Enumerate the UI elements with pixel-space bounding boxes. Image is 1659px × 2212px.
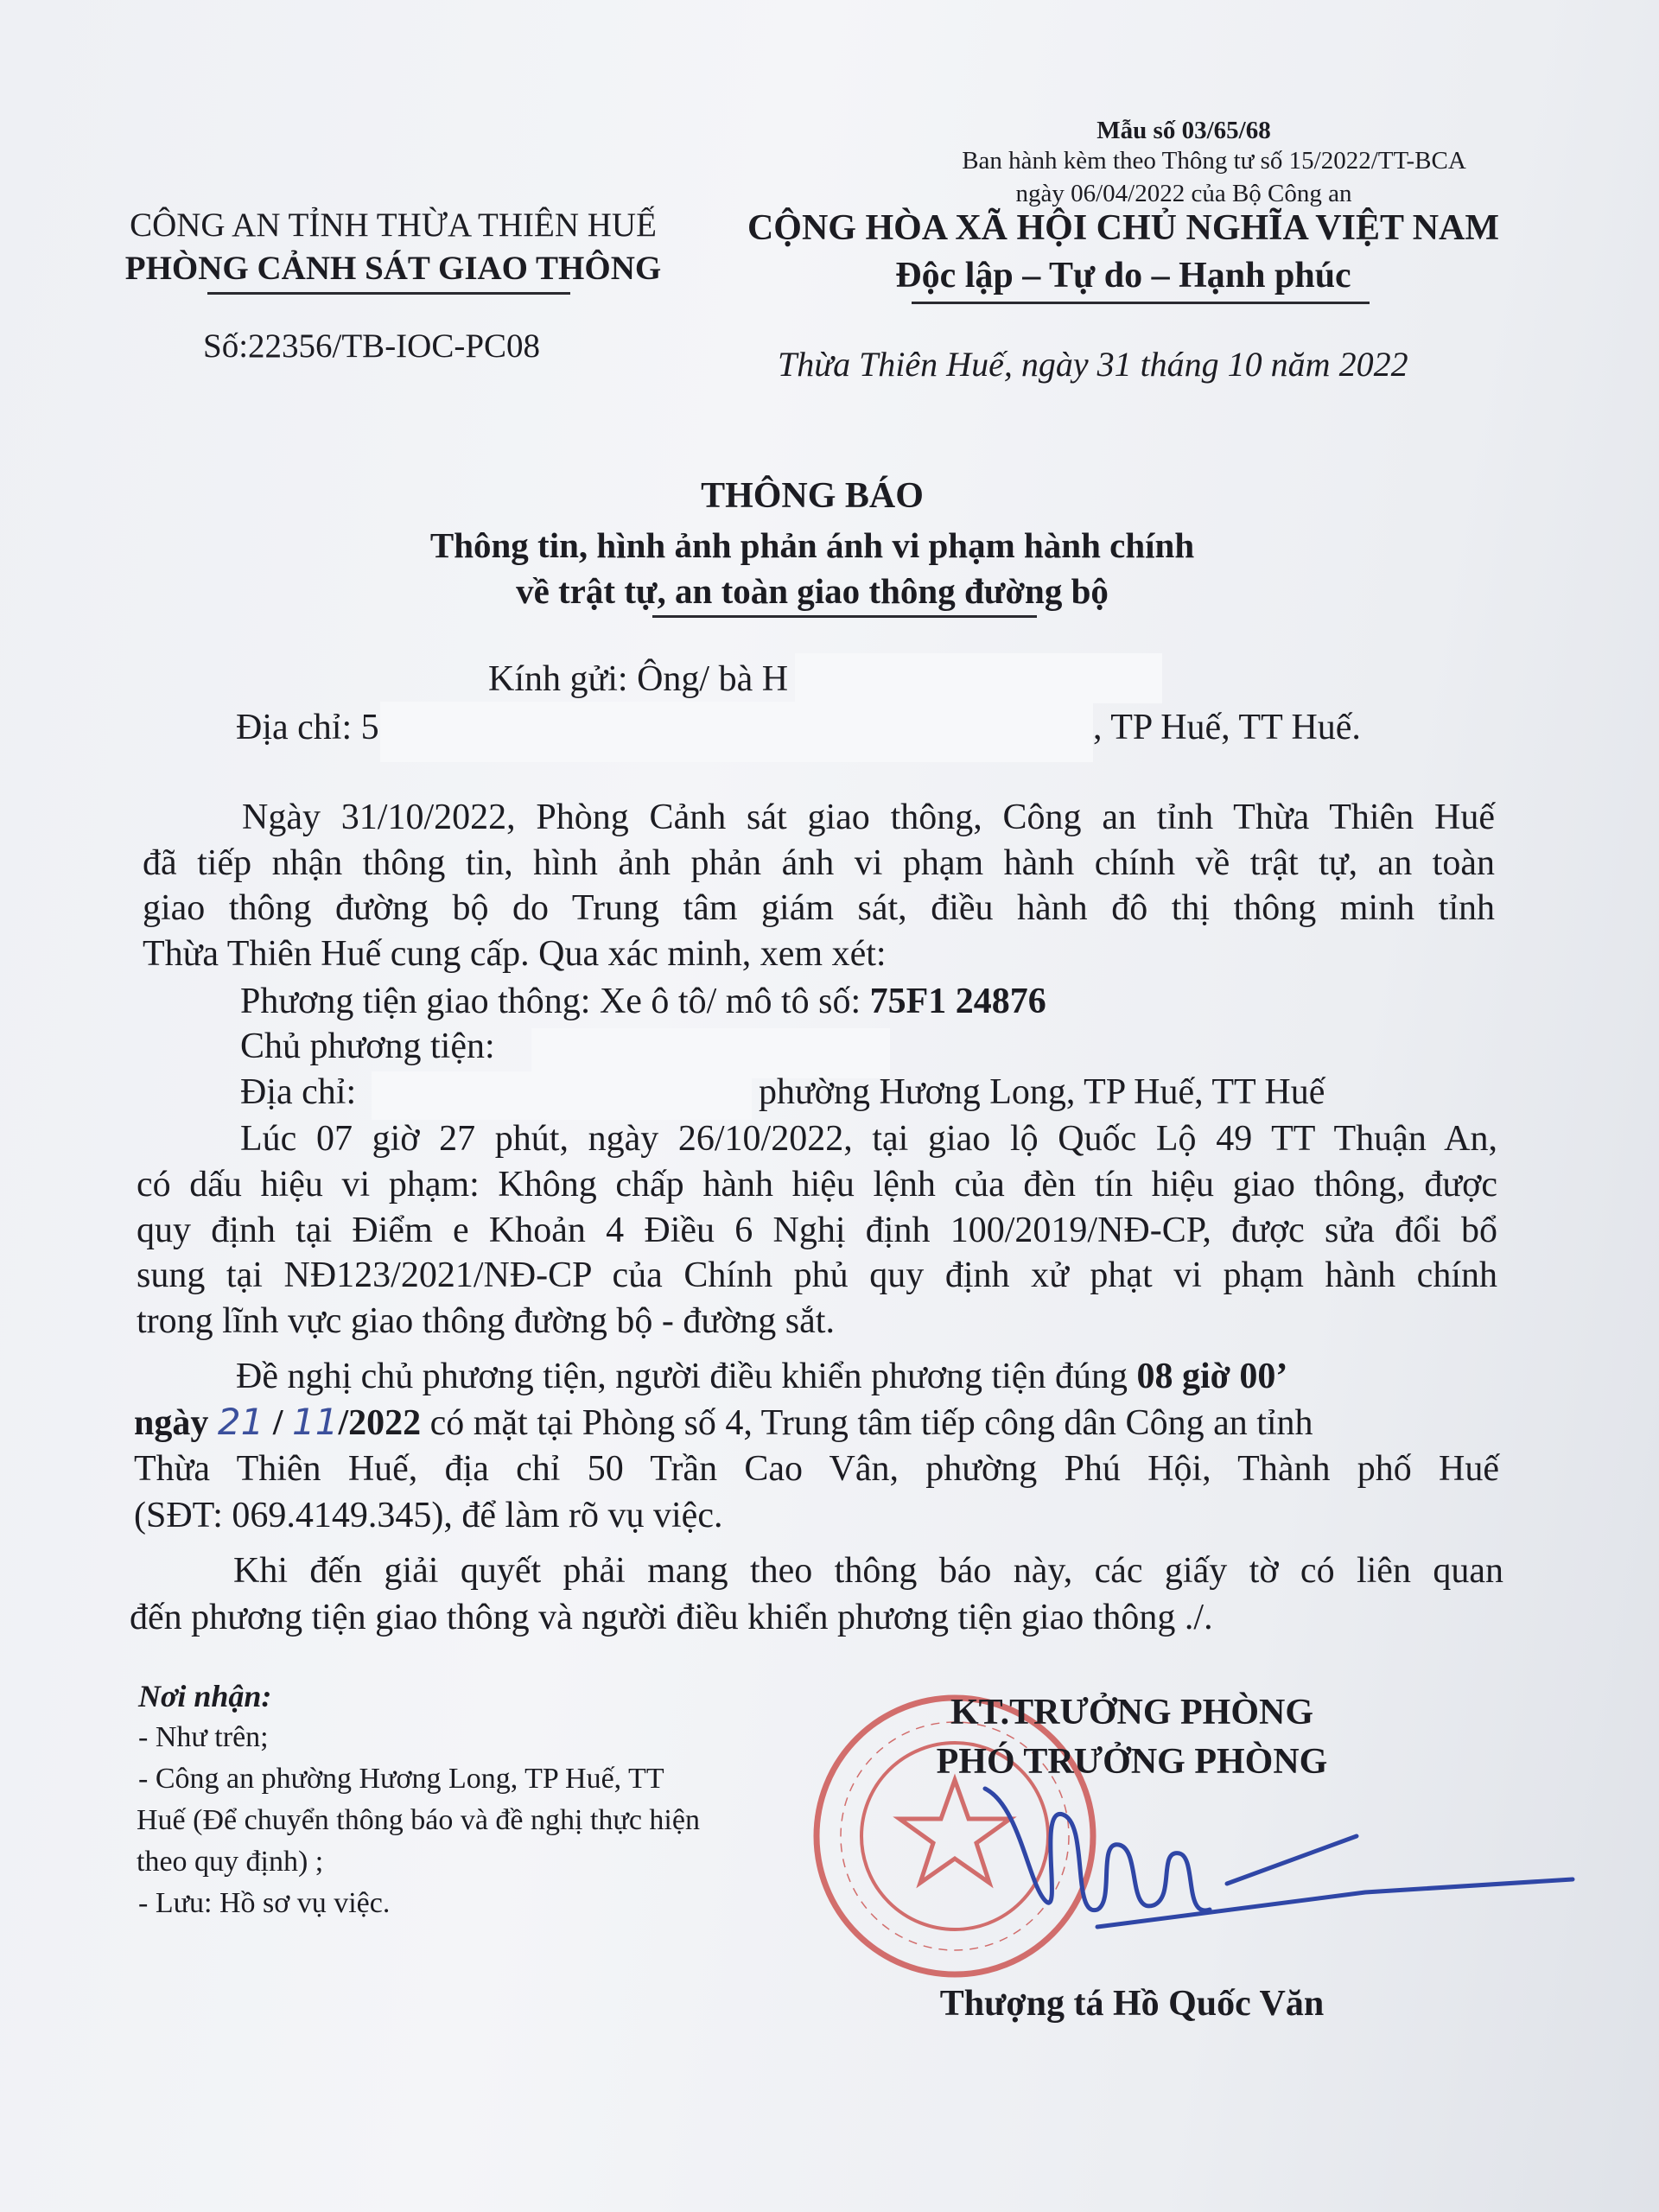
vehicle-line: [240, 979, 1605, 1024]
signer-name: Thượng tá Hồ Quốc Văn: [939, 1984, 1325, 2024]
document-number: Số:22356/TB-IOC-PC08: [203, 327, 541, 365]
recipient-line: - Như trên;: [138, 1721, 269, 1753]
signature-title-1: KT.TRƯỞNG PHÒNG: [950, 1693, 1313, 1732]
recipient-line: - Công an phường Hương Long, TP Huế, TT: [138, 1763, 664, 1795]
agency-name: PHÒNG CẢNH SÁT GIAO THÔNG: [124, 250, 662, 287]
handwritten-day: 21: [217, 1401, 264, 1443]
redaction-address: [380, 702, 1093, 762]
appointment-date-line: ngày 21 / 11/2022 có mặt tại Phòng số 4, Trung tâm tiếp công dân Công an tỉnh: [134, 1401, 1313, 1443]
redaction-name: [795, 653, 1162, 703]
notice-subtitle-1: Thông tin, hình ảnh phản ánh vi phạm hành chính: [429, 525, 1195, 565]
body-line: sung tại NĐ123/2021/NĐ-CP của Chính phủ quy định xử phạt vi phạm hành chính: [137, 1255, 1497, 1295]
notice-subtitle-2: về trật tự, an toàn giao thông đường bộ: [516, 571, 1109, 611]
handwritten-signature: [968, 1754, 1590, 1979]
handwritten-month: 11: [291, 1401, 339, 1443]
form-number: Mẫu số 03/65/68: [1096, 117, 1271, 144]
recipient-line: theo quy định) ;: [137, 1846, 324, 1878]
redaction-owner-address: [372, 1071, 752, 1120]
agency-parent: CÔNG AN TỈNH THỪA THIÊN HUẾ: [130, 207, 657, 244]
motto-underline: [912, 302, 1370, 304]
owner-label: Chủ phương tiện:: [240, 1027, 495, 1066]
body-line: có dấu hiệu vi phạm: Không chấp hành hiệu lệnh của đèn tín hiệu giao thông, được: [137, 1165, 1497, 1205]
appointment-place: có mặt tại Phòng số 4, Trung tâm tiếp công dân Công an tỉnh: [421, 1403, 1313, 1443]
place-date: Thừa Thiên Huế, ngày 31 tháng 10 năm 2022: [778, 345, 1408, 384]
body-line: trong lĩnh vực giao thông đường bộ - đường sắt.: [137, 1301, 835, 1341]
body-line: Lúc 07 giờ 27 phút, ngày 26/10/2022, tại giao lộ Quốc Lộ 49 TT Thuận An,: [240, 1119, 1497, 1159]
appointment-year: /2022: [338, 1403, 422, 1443]
form-issued-date: ngày 06/04/2022 của Bộ Công an: [1015, 180, 1352, 207]
body-line: quy định tại Điểm e Khoản 4 Điều 6 Nghị định 100/2019/NĐ-CP, được sửa đổi bổ: [137, 1211, 1497, 1250]
subtitle-underline: [652, 615, 1037, 618]
appointment-line: [236, 1354, 1601, 1399]
body-line: đã tiếp nhận thông tin, hình ảnh phản ánh vi phạm hành chính về trật tự, an toàn: [143, 843, 1495, 883]
body-line: Thừa Thiên Huế, địa chỉ 50 Trần Cao Vân, phường Phú Hội, Thành phố Huế: [134, 1449, 1499, 1489]
notice-title: THÔNG BÁO: [701, 476, 924, 516]
owner-address-label: Địa chỉ:: [240, 1072, 357, 1112]
appointment-text: Đề nghị chủ phương tiện, người điều khiển phương tiện đúng: [236, 1357, 1137, 1396]
body-line: đến phương tiện giao thông và người điều khiển phương tiện giao thông ./.: [130, 1598, 1213, 1637]
body-line: Ngày 31/10/2022, Phòng Cảnh sát giao thông, Công an tỉnh Thừa Thiên Huế: [242, 798, 1495, 837]
address-tail: , TP Huế, TT Huế.: [1093, 708, 1361, 747]
body-line: giao thông đường bộ do Trung tâm giám sát, điều hành đô thị thông minh tỉnh: [143, 888, 1495, 928]
agency-underline: [207, 292, 570, 295]
body-line: Khi đến giải quyết phải mang theo thông báo này, các giấy tờ có liên quan: [233, 1551, 1503, 1591]
recipients-title: Nơi nhận:: [138, 1679, 272, 1713]
salutation: Kính gửi: Ông/ bà H: [488, 659, 789, 699]
signature-title-2: PHÓ TRƯỞNG PHÒNG: [936, 1742, 1328, 1782]
recipient-line: Huế (Để chuyển thông báo và đề nghị thực hiện: [137, 1804, 700, 1836]
appointment-time: 08 giờ 00’: [1136, 1357, 1288, 1396]
body-line: Thừa Thiên Huế cung cấp. Qua xác minh, xem xét:: [143, 934, 887, 974]
national-motto: Độc lập – Tự do – Hạnh phúc: [895, 256, 1351, 296]
recipient-line: - Lưu: Hồ sơ vụ việc.: [138, 1887, 391, 1919]
vehicle-label: Phương tiện giao thông: Xe ô tô/ mô tô số:: [240, 982, 870, 1021]
body-line: (SĐT: 069.4149.345), để làm rõ vụ việc.: [134, 1496, 723, 1535]
vehicle-plate: 75F1 24876: [869, 982, 1046, 1021]
owner-address-tail: phường Hương Long, TP Huế, TT Huế: [759, 1072, 1325, 1112]
appointment-ngay: ngày: [134, 1403, 218, 1443]
form-issued-with: Ban hành kèm theo Thông tư số 15/2022/TT-BCA: [962, 147, 1466, 175]
national-title: CỘNG HÒA XÃ HỘI CHỦ NGHĨA VIỆT NAM: [747, 208, 1500, 248]
address-label: Địa chỉ: 5: [236, 708, 379, 747]
